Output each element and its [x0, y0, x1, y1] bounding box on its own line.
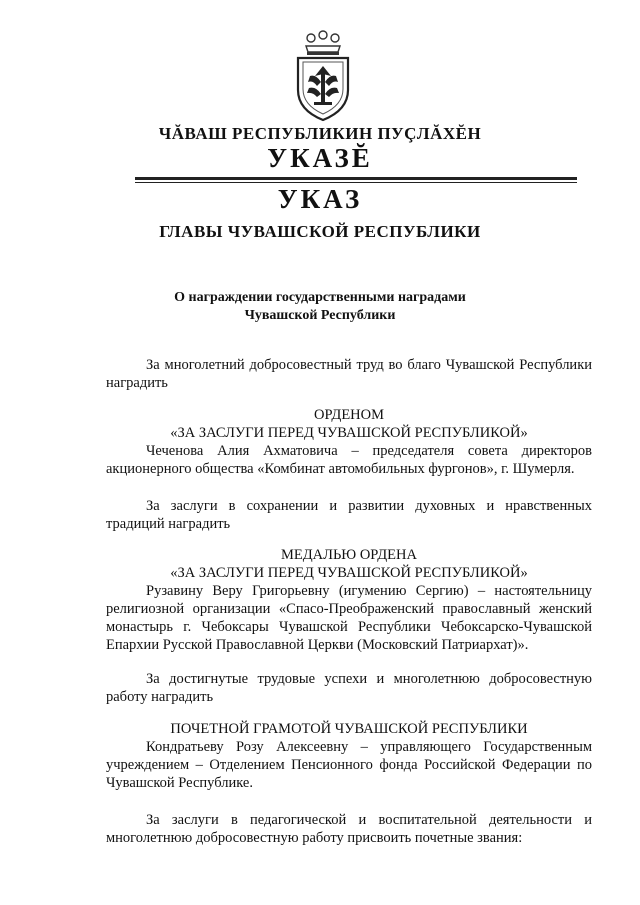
section-1-intro: За многолетний добросовестный труд во благо Чувашской Республики наградить: [106, 357, 592, 391]
section-2-award: [106, 546, 592, 654]
section-3: [106, 670, 592, 706]
section-1-award-line-1: ОРДЕНОМ: [313, 407, 385, 423]
header-issuer: ГЛАВЫ ЧУВАШСКОЙ РЕСПУБЛИКИ: [159, 222, 481, 241]
section-2-recipient: Рузавину Веру Григорьевну (игумению Сергию) – настоятельницу религиозной организации «Спасо-Преображенский православный женский монастырь г. Чебоксары Чувашской Республики Чебоксарско-Чувашской Епархии Русской Православной Церкви (Московский Патриархат)».: [106, 583, 592, 653]
header-divider-thick: [135, 177, 577, 180]
section-2: [106, 497, 592, 533]
section-3-award-line-1: ПОЧЕТНОЙ ГРАМОТОЙ ЧУВАШСКОЙ РЕСПУБЛИКИ: [170, 721, 528, 737]
section-1-award: [106, 406, 592, 478]
section-1: [106, 356, 592, 392]
section-3-intro: За достигнутые трудовые успехи и многолетнюю добросовестную работу наградить: [106, 671, 592, 705]
header-decree-title: УКАЗ: [277, 184, 363, 214]
section-2-award-line-1: МЕДАЛЬЮ ОРДЕНА: [281, 547, 417, 563]
section-2-award-line-2: «ЗА ЗАСЛУГИ ПЕРЕД ЧУВАШСКОЙ РЕСПУБЛИКОЙ»: [170, 565, 528, 581]
section-3-award: [106, 720, 592, 792]
header-divider-thin: [135, 182, 577, 183]
subject-line-1: О награждении государственными наградами: [174, 290, 466, 305]
header-chuvash-title: ЧĂВАШ РЕСПУБЛИКИН ПУÇЛĂХĔН: [158, 124, 482, 143]
section-2-intro: За заслуги в сохранении и развитии духовных и нравственных традиций наградить: [106, 498, 592, 532]
header-chuvash-decree: УКАЗĔ: [267, 143, 373, 173]
coat-of-arms-emblem: [290, 30, 356, 122]
section-4: [106, 811, 592, 847]
section-1-award-line-2: «ЗА ЗАСЛУГИ ПЕРЕД ЧУВАШСКОЙ РЕСПУБЛИКОЙ»: [170, 425, 528, 441]
section-3-recipient: Кондратьеву Розу Алексеевну – управляющего Государственным учреждением – Отделением Пенсионного фонда Российской Федерации по Чувашской Республике.: [106, 739, 592, 791]
section-4-intro: За заслуги в педагогической и воспитательной деятельности и многолетнюю добросовестную работу присвоить почетные звания:: [106, 812, 592, 846]
subject-line-2: Чувашской Республики: [244, 308, 396, 323]
decree-subject: [0, 289, 640, 325]
section-1-recipient: Чеченова Алия Ахматовича – председателя совета директоров акционерного общества «Комбинат автомобильных фургонов», г. Шумерля.: [106, 443, 592, 477]
